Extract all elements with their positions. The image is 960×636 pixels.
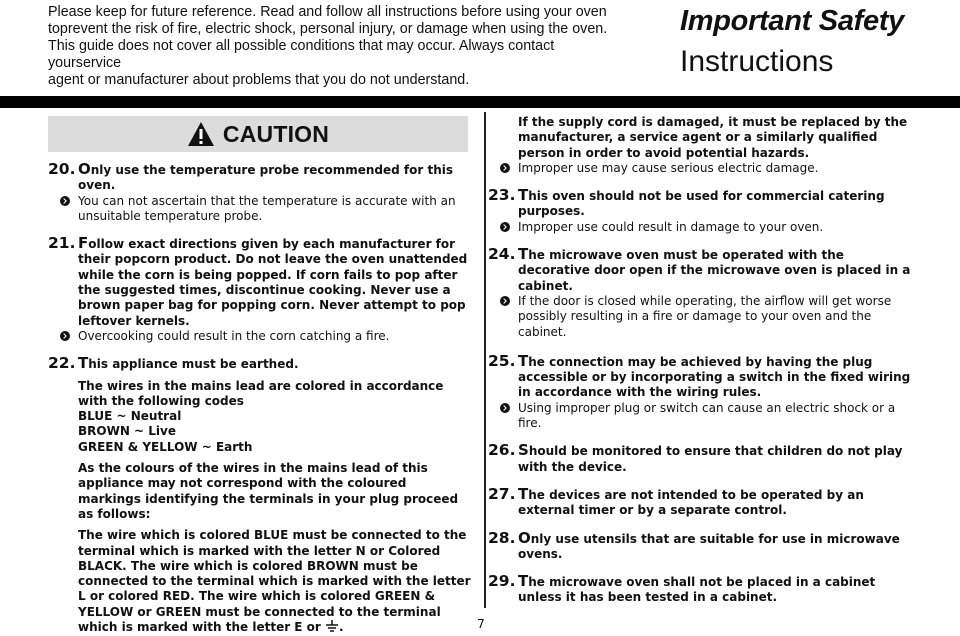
item-note: If the door is closed while operating, the airflow will get worse possibly resulting in a fire or damage to your oven and the cabinet. [488,294,918,340]
item-heading: Only use utensils that are suitable for use in microwave ovens. [518,528,900,561]
title-main: Important Safety [680,5,905,37]
title-sub: Instructions [680,45,834,78]
left-column [48,162,473,635]
item-heading: The microwave oven shall not be placed in a cabinet unless it has been tested in a cabinet. [518,572,876,605]
item-heading: Only use the temperature probe recommended for this oven. [78,160,454,193]
item-number: 24. [488,245,516,264]
arrow-bullet-icon [60,331,70,341]
item-number: 21. [48,234,76,253]
page-title [680,3,950,81]
item-heading: This appliance must be earthed. [78,354,299,373]
item-heading: The microwave oven must be operated with the decorative door open if the microwave oven is placed in a cabinet. [518,245,911,293]
arrow-bullet-icon [500,163,510,173]
item-number: 20. [48,160,76,178]
item-number: 26. [488,441,516,460]
arrow-bullet-icon [500,403,510,413]
item-note: Improper use could result in damage to your oven. [488,220,918,235]
item-number: 28. [488,528,516,547]
safety-item-22 [48,356,473,635]
safety-item-29 [488,574,918,606]
column-divider [484,112,486,608]
safety-item-23 [488,188,918,220]
item-number: 23. [488,186,516,205]
item-note: Overcooking could result in the corn catching a fire. [48,329,473,344]
intro-line: Please keep for future reference. Read and follow all instructions before using your oven [48,4,607,20]
caution-banner [48,116,468,152]
arrow-bullet-icon [500,222,510,232]
arrow-bullet-icon [60,196,70,206]
wires-intro: The wires in the mains lead are colored in accordance with the following codes [78,378,444,408]
item-number: 29. [488,572,516,591]
item-heading: The devices are not intended to be operated by an external timer or by a separate control. [518,484,864,518]
item-note: You can not ascertain that the temperature is accurate with an unsuitable temperature probe. [48,194,473,225]
wiring-instructions: The wire which is colored BLUE must be connected to the terminal which is marked with the letter N or Colored BLACK. The wire which is colored BROWN must be connected to the terminal which is marked with the letter L or colored RED. The wire which is colored GREEN & YELLOW or GREEN must be connected to the terminal which is marked with the letter E or . [78,528,471,635]
page-number: 7 [477,617,485,631]
safety-item-20 [48,162,473,194]
item-heading: Follow exact directions given by each manufacturer for their popcorn product. Do not leave the oven unattended while the corn is being popped. If corn fails to pop after the suggested times, discontinue cooking. Never use a brown paper bag for popping corn. Never attempt to pop leftover kernels. [78,234,468,328]
supply-cord-item [488,115,918,161]
item-number: 22. [48,354,76,373]
header-rule [0,96,960,108]
safety-item-28 [488,528,918,563]
wire-code: BLUE ~ Neutral [78,409,182,424]
item-note: Using improper plug or switch can cause an electric shock or a fire. [488,401,918,432]
item-number: 25. [488,351,516,370]
safety-item-21 [48,236,473,329]
item-note: Improper use may cause serious electric damage. [488,161,918,176]
safety-item-26 [488,443,918,475]
safety-item-25 [488,351,918,401]
intro-line: This guide does not cover all possible conditions that may occur. Always contact yourservice [48,38,555,71]
safety-item-27 [488,484,918,519]
intro-line: agent or manufacturer about problems that you do not understand. [48,72,470,88]
earth-ground-icon [325,620,339,632]
item-heading: This oven should not be used for commercial catering purposes. [518,186,885,219]
item-number: 27. [488,484,516,503]
right-column [488,115,918,606]
item-heading: The connection may be achieved by having the plug accessible or by incorporating a switch in the fixed wiring in accordance with the wiring rules. [518,351,911,400]
item-heading: Should be monitored to ensure that children do not play with the device. [518,441,903,474]
arrow-bullet-icon [500,296,510,306]
intro-paragraph [48,4,628,89]
warning-triangle-icon [187,121,215,147]
wiring-paragraph: As the colours of the wires in the mains lead of this appliance may not correspond with the coloured markings identifying the terminals in your plug proceed as follows: [78,461,459,521]
item-heading: If the supply cord is damaged, it must be replaced by the manufacturer, a service agent or a similarly qualified person in order to avoid potential hazards. [518,115,908,160]
wire-code: BROWN ~ Live [78,424,176,439]
wire-code: GREEN & YELLOW ~ Earth [78,439,253,454]
safety-item-24 [488,247,918,294]
caution-label: CAUTION [222,120,330,147]
intro-line: toprevent the risk of fire, electric shock, personal injury, or damage when using the oven. [48,21,608,37]
